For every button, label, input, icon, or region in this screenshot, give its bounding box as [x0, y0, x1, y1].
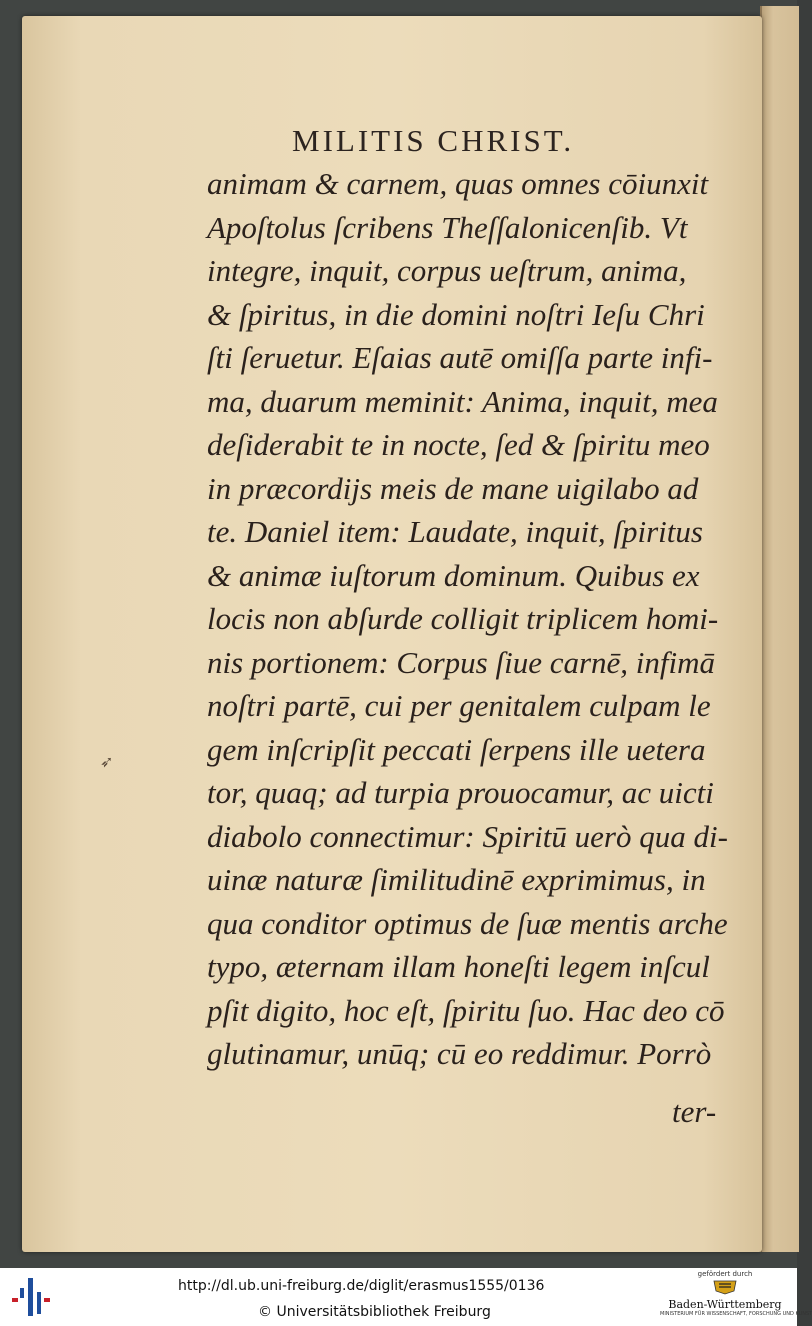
copyright-notice: © Universitätsbibliothek Freiburg — [258, 1304, 491, 1320]
ink-mark — [100, 752, 116, 762]
running-head: MILITIS CHRIST. — [292, 123, 575, 158]
funder-label: gefördert durch — [697, 1270, 753, 1278]
text-line: gem inſcripſit peccati ſerpens ille uetera — [207, 731, 706, 767]
text-line: ma, duarum meminit: Anima, inquit, mea — [207, 383, 718, 419]
document-url-link[interactable]: http://dl.ub.uni-freiburg.de/diglit/erasmus1555/0136 — [178, 1278, 545, 1294]
viewer-footer — [0, 1268, 812, 1326]
catchword: ter- — [672, 1094, 717, 1129]
text-line: glutinamur, unūq; cū eo reddimur. Porrò — [207, 1036, 712, 1071]
funder-name: Baden-Württemberg — [668, 1298, 782, 1311]
body-text — [207, 162, 727, 1076]
text-line: integre, inquit, corpus ueſtrum, anima, — [207, 253, 687, 288]
adjacent-page-edge — [760, 6, 799, 1252]
text-line: animam & carnem, quas omnes cōiunxit — [207, 166, 709, 201]
text-line: pſit digito, hoc eſt, ſpiritu ſuo. Hac deo cō — [207, 992, 725, 1028]
text-line: Apoſtolus ſcribens Theſſalonicenſib. Vt — [207, 209, 688, 245]
text-line: nis portionem: Corpus ſiue carnē, infimā — [207, 644, 716, 680]
text-line: in præcordijs meis de mane uigilabo ad — [207, 470, 699, 506]
text-line: tor, quaq; ad turpia prouocamur, ac uicti — [207, 775, 714, 810]
text-line: deſiderabit te in nocte, ſed & ſpiritu meo — [207, 427, 710, 462]
text-line: & animæ iuſtorum dominum. Quibus ex — [207, 557, 700, 593]
text-line: qua conditor optimus de ſuæ mentis arche — [207, 905, 728, 941]
state-crest-icon — [710, 1279, 740, 1295]
text-line: & ſpiritus, in die domini noſtri Ieſu Chri — [207, 296, 705, 332]
text-line: te. Daniel item: Laudate, inquit, ſpiritus — [207, 514, 703, 549]
text-line: typo, æternam illam honeſti legem inſcul — [207, 949, 710, 984]
text-line: uinæ naturæ ſimilitudinē exprimimus, in — [207, 862, 706, 897]
funder-ministry: MINISTERIUM FÜR WISSENSCHAFT, FORSCHUNG UND KUNST — [660, 1311, 812, 1317]
text-line: ſti ſeruetur. Eſaias autē omiſſa parte infi- — [207, 340, 713, 375]
library-logo-icon[interactable] — [10, 1276, 52, 1318]
text-line: diabolo connectimur: Spiritū uerò qua di- — [207, 818, 728, 854]
text-line: locis non abſurde colligit triplicem homi- — [207, 601, 719, 636]
funder-logo — [660, 1270, 812, 1324]
text-line: noſtri partē, cui per genitalem culpam le — [207, 688, 711, 723]
